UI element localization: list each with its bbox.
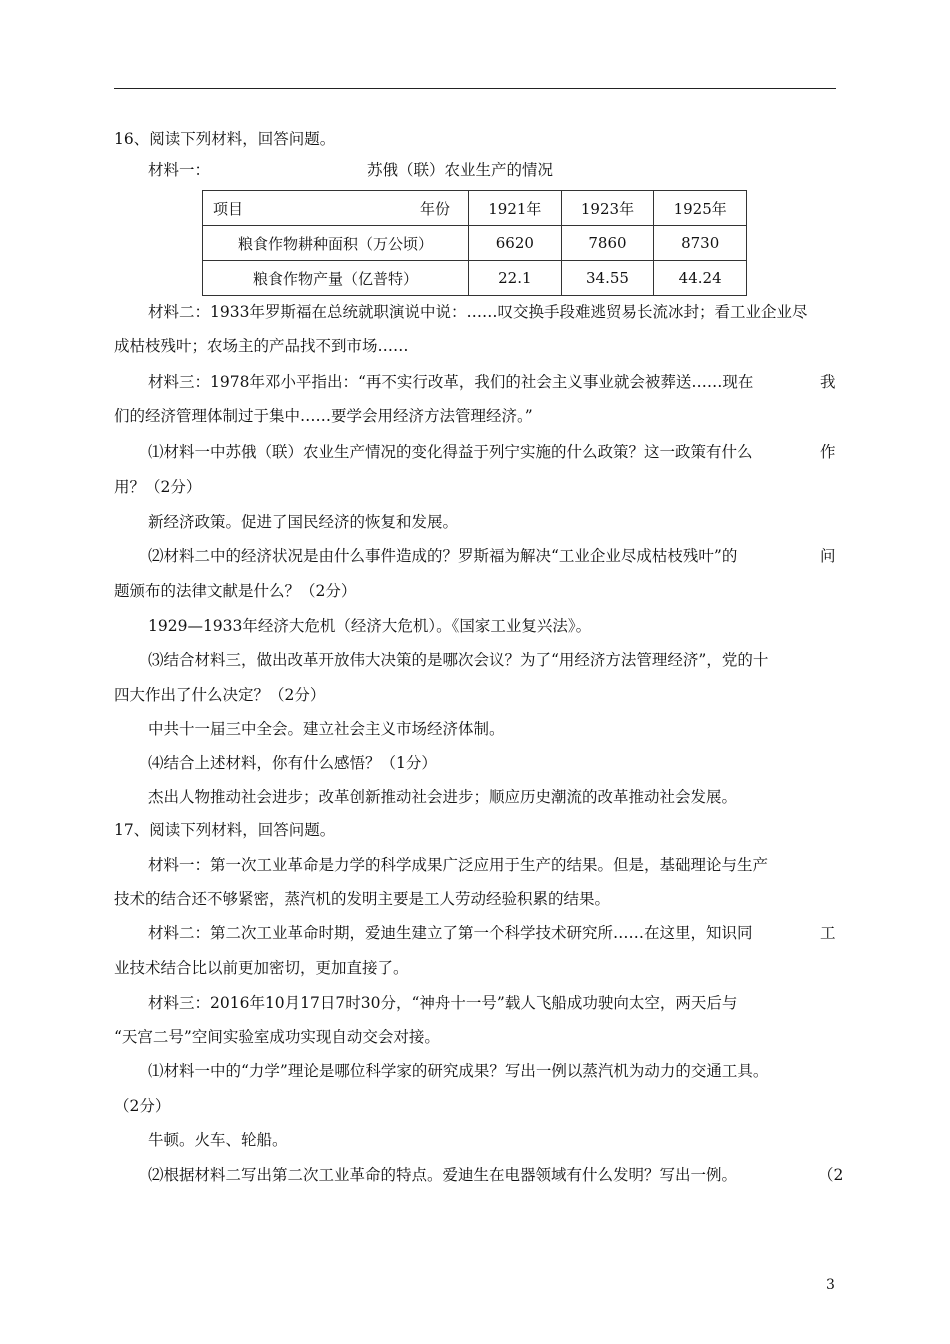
q17-material2-line1: 材料二：第二次工业革命时期，爱迪生建立了第一个科学技术研究所……在这里，知识同 xyxy=(148,924,753,942)
q16-material2-line1: 材料二：1933年罗斯福在总统就职演说中说：……叹交换手段难逃贸易长流冰封；看工业企业尽 xyxy=(148,303,808,321)
q16-answer3: 中共十一届三中全会。建立社会主义市场经济体制。 xyxy=(148,720,505,738)
q17-material1-line1: 材料一：第一次工业革命是力学的科学成果广泛应用于生产的结果。但是，基础理论与生产 xyxy=(148,856,769,874)
q16-table-caption: 苏俄（联）农业生产的情况 xyxy=(367,161,554,179)
table-year-cell: 1921年 xyxy=(469,191,562,226)
q16-material3-line1: 材料三：1978年邓小平指出：“再不实行改革，我们的社会主义事业就会被葬送……现在 xyxy=(148,373,754,391)
q16-material3-line1-end: 我 xyxy=(820,373,836,391)
table-cell: 7860 xyxy=(561,226,654,261)
q16-question1-line2: 用？（2分） xyxy=(114,478,202,496)
q16-question3-line2: 四大作出了什么决定？（2分） xyxy=(114,686,326,704)
table-cell: 44.24 xyxy=(654,261,747,296)
table-row-label: 粮食作物耕种面积（万公顷） xyxy=(203,226,469,261)
q16-material1-label: 材料一： xyxy=(148,161,211,179)
q16-question4: ⑷结合上述材料，你有什么感悟？（1分） xyxy=(148,754,437,772)
q16-answer1: 新经济政策。促进了国民经济的恢复和发展。 xyxy=(148,513,459,531)
q17-material3-line1: 材料三：2016年10月17日7时30分，“神舟十一号”载人飞船成功驶向太空，两天后与 xyxy=(148,994,738,1012)
table-cell: 22.1 xyxy=(469,261,562,296)
table-cell: 34.55 xyxy=(561,261,654,296)
q16-question2-line2: 题颁布的法律文献是什么？（2分） xyxy=(114,582,357,600)
table-row xyxy=(203,261,747,296)
q17-answer1: 牛顿。火车、轮船。 xyxy=(148,1131,288,1149)
table-header-cell xyxy=(203,191,469,226)
q17-material3-line2: “天宫二号”空间实验室成功实现自动交会对接。 xyxy=(114,1028,440,1046)
q16-answer4: 杰出人物推动社会进步；改革创新推动社会进步；顺应历史潮流的改革推动社会发展。 xyxy=(148,788,738,806)
header-year-label: 年份 xyxy=(419,200,450,218)
q16-question1-line1: ⑴材料一中苏俄（联）农业生产情况的变化得益于列宁实施的什么政策？这一政策有什么 xyxy=(148,443,753,461)
table-row xyxy=(203,226,747,261)
q16-material3-line2: 们的经济管理体制过于集中……要学会用经济方法管理经济。” xyxy=(114,407,533,425)
table-year-cell: 1923年 xyxy=(561,191,654,226)
q17-material2-line2: 业技术结合比以前更加密切，更加直接了。 xyxy=(114,959,409,977)
table-row-label: 粮食作物产量（亿普特） xyxy=(203,261,469,296)
q17-question2-line1: ⑵根据材料二写出第二次工业革命的特点。爱迪生在电器领域有什么发明？写出一例。 xyxy=(148,1166,738,1184)
q17-title: 17、阅读下列材料，回答问题。 xyxy=(114,821,336,839)
q17-question1-line2: （2分） xyxy=(114,1097,171,1115)
q16-answer2: 1929—1933年经济大危机（经济大危机）。《国家工业复兴法》。 xyxy=(148,617,592,635)
table-cell: 8730 xyxy=(654,226,747,261)
q16-question2-line1: ⑵材料二中的经济状况是由什么事件造成的？罗斯福为解决“工业企业尽成枯枝残叶”的 xyxy=(148,547,738,565)
header-rule xyxy=(114,88,836,89)
header-item-label: 项目 xyxy=(213,199,244,218)
q17-material2-line1-end: 工 xyxy=(820,924,836,942)
q17-question1-line1: ⑴材料一中的“力学”理论是哪位科学家的研究成果？写出一例以蒸汽机为动力的交通工具。 xyxy=(148,1062,769,1080)
q16-question2-line1-end: 问 xyxy=(820,547,836,565)
q16-material2-line2: 成枯枝残叶；农场主的产品找不到市场…… xyxy=(114,337,409,355)
agriculture-table xyxy=(202,190,747,296)
table-year-cell: 1925年 xyxy=(654,191,747,226)
q17-material1-line2: 技术的结合还不够紧密，蒸汽机的发明主要是工人劳动经验积累的结果。 xyxy=(114,890,611,908)
page-number: 3 xyxy=(826,1277,835,1293)
table-row xyxy=(203,191,747,226)
q16-question3-line1: ⑶结合材料三，做出改革开放伟大决策的是哪次会议？为了“用经济方法管理经济”，党的十 xyxy=(148,651,769,669)
q17-question2-line1-end: （2 xyxy=(818,1166,844,1184)
table-cell: 6620 xyxy=(469,226,562,261)
q16-title: 16、阅读下列材料，回答问题。 xyxy=(114,130,336,148)
q16-question1-line1-end: 作 xyxy=(820,443,836,461)
